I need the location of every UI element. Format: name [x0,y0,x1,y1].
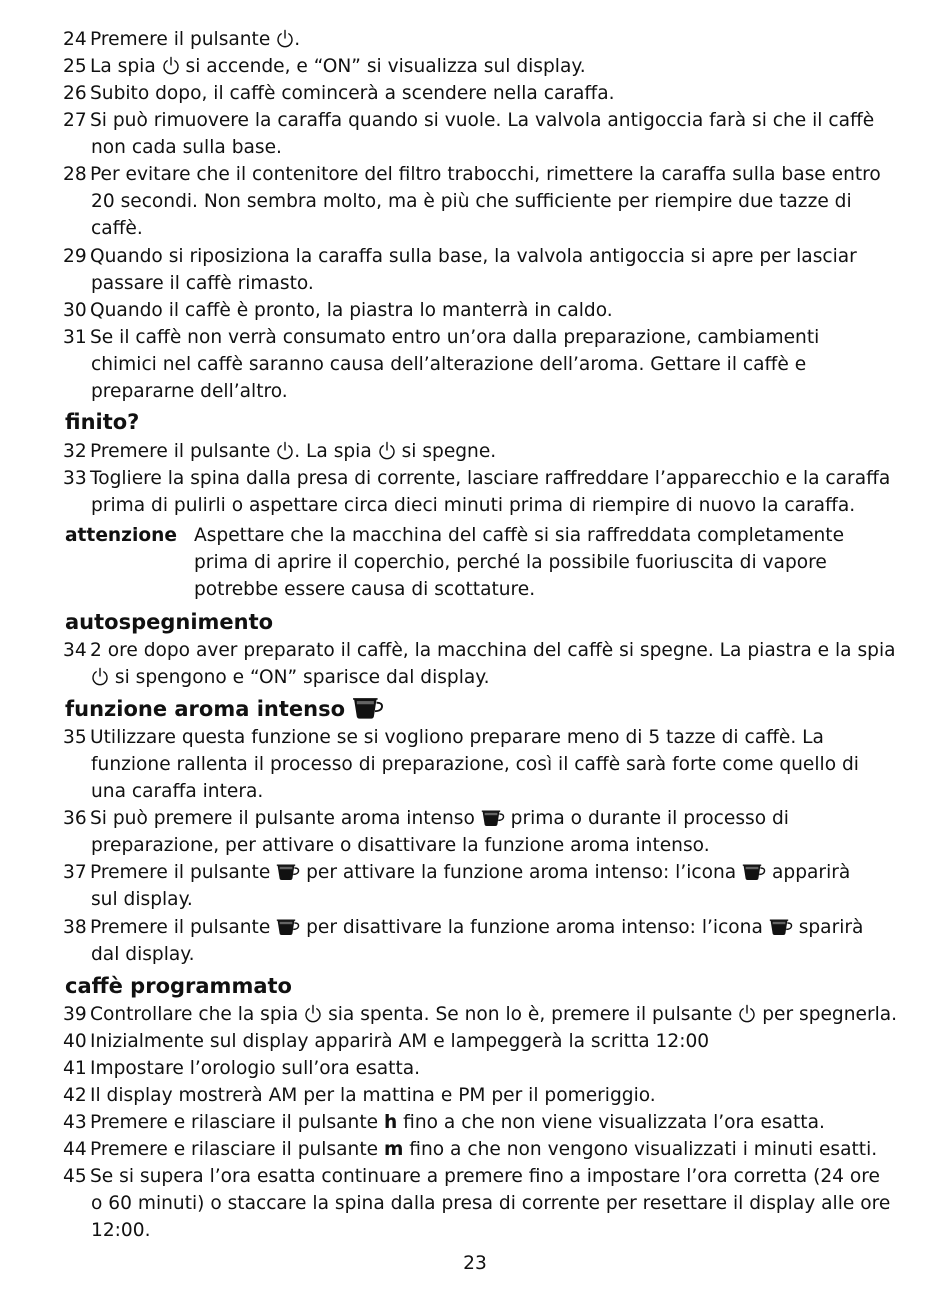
text-run: passare il caffè rimasto. [91,273,314,295]
list-item [63,1055,891,1082]
text-run: Premere il pulsante [90,917,277,938]
item-number: 40 [63,1031,87,1052]
item-line [90,26,891,53]
item-line [90,378,891,405]
text-run: si spengono e “ON” sparisce dal display. [109,667,490,689]
text-run: 12:00. [91,1220,151,1242]
item-line [90,297,891,324]
item-number: 35 [63,727,87,748]
item-number: 28 [63,164,87,185]
warning-note [65,522,891,604]
item-line [90,438,891,465]
item-line [90,243,891,270]
text-run: Premere il pulsante [90,441,277,462]
text-run: si accende, e “ON” si visualizza sul display. [179,56,586,77]
item-line [90,1190,891,1217]
text-run: Subito dopo, il caffè comincerà a scendere nella caraffa. [90,83,615,104]
text-run: prepararne dell’altro. [91,381,288,403]
item-number: 39 [63,1004,87,1025]
text-run: . La spia [294,441,378,462]
item-number: 42 [63,1085,87,1106]
list-item [63,1082,891,1109]
item-line [90,188,891,215]
list-item [63,243,891,297]
list-item [63,1028,891,1055]
item-line [90,107,891,134]
item-line [90,805,891,832]
cup-icon [276,917,300,937]
text-run: La spia [90,56,162,77]
item-number: 38 [63,917,87,938]
text-run: Quando si riposiziona la caraffa sulla base, la valvola antigoccia si apre per lasciar [90,246,857,267]
page-number: 23 [463,1253,487,1274]
warning-label: attenzione [65,525,177,546]
item-line [90,465,891,492]
list-item [63,724,891,806]
warning-line: potrebbe essere causa di scottature. [194,579,536,601]
item-line [90,161,891,188]
text-run: una caraffa intera. [91,781,264,803]
item-line [90,1082,891,1109]
list-item [63,914,891,968]
item-number: 33 [63,468,87,489]
list-item [63,107,891,161]
text-run: prima o durante il processo di [504,808,789,829]
item-line [90,80,891,107]
item-line [90,1001,898,1028]
item-line [90,1217,891,1244]
button-letter: m [383,1139,404,1160]
item-number: 43 [63,1112,87,1133]
power-icon [276,441,294,461]
list-item [63,297,891,324]
button-letter: h [383,1112,398,1133]
list-item [63,53,891,80]
text-run: . [294,29,301,50]
heading-aroma-intenso: funzione aroma intenso [65,695,384,723]
item-number: 44 [63,1139,87,1160]
list-item [63,324,891,406]
text-run: Impostare l’orologio sull’ora esatta. [90,1058,421,1079]
list-item [63,161,891,243]
item-number: 45 [63,1166,87,1187]
list-item [63,438,891,465]
text-run: Premere e rilasciare il pulsante [90,1112,384,1133]
list-item [63,805,891,859]
item-number: 36 [63,808,87,829]
item-line [90,215,891,242]
item-number: 34 [63,640,87,661]
item-line [90,832,891,859]
item-number: 29 [63,246,87,267]
text-run: Se si supera l’ora esatta continuare a premere fino a impostare l’ora corretta (24 ore [90,1166,880,1187]
heading-autospegnimento: autospegnimento [65,610,274,634]
power-icon [162,56,180,76]
warning-line: prima di aprire il coperchio, perché la possibile fuoriuscita di vapore [194,552,827,574]
item-number: 30 [63,300,87,321]
text-run: Si può premere il pulsante aroma intenso [90,808,481,829]
list-item [63,1109,891,1136]
item-line [90,134,891,161]
text-run: preparazione, per attivare o disattivare la funzione aroma intenso. [91,835,710,857]
list-item [63,80,891,107]
item-number: 31 [63,327,87,348]
item-line [90,1109,891,1136]
item-line [90,664,891,691]
text-run: per disattivare la funzione aroma intenso: l’icona [300,917,769,938]
item-line [90,886,891,913]
text-run: Controllare che la spia [90,1004,305,1025]
item-number: 41 [63,1058,87,1079]
text-run: Premere e rilasciare il pulsante [90,1139,384,1160]
text-run: prima di pulirli o aspettare circa dieci minuti prima di riempire di nuovo la caraffa. [91,495,856,517]
heading-finito: finito? [65,410,140,434]
power-icon [304,1004,322,1024]
item-line [90,1163,891,1190]
item-line [90,637,896,664]
text-run: chimici nel caffè saranno causa dell’alterazione dell’aroma. Gettare il caffè e [91,354,807,376]
text-run: caffè. [91,218,143,240]
text-run: Togliere la spina dalla presa di corrente, lasciare raffreddare l’apparecchio e la caraffa [90,468,891,489]
list-item [63,26,891,53]
power-icon [738,1004,756,1024]
text-run: non cada sulla base. [91,137,282,159]
text-run: Utilizzare questa funzione se si vogliono preparare meno di 5 tazze di caffè. La [90,727,824,748]
item-line [90,492,891,519]
text-run: apparirà [766,862,851,883]
text-run: funzione rallenta il processo di preparazione, così il caffè sarà forte come quello di [91,754,859,776]
item-line [90,270,891,297]
text-run: fino a che non vengono visualizzati i minuti esatti. [403,1139,878,1160]
item-number: 24 [63,29,87,50]
item-line [90,1055,891,1082]
text-run: 20 secondi. Non sembra molto, ma è più che sufficiente per riempire due tazze di [91,191,852,213]
text-run: per attivare la funzione aroma intenso: l’icona [300,862,743,883]
text-run: Premere il pulsante [90,29,277,50]
text-run: sul display. [91,889,193,911]
text-run: dal display. [91,944,195,966]
warning-line: Aspettare che la macchina del caffè si sia raffreddata completamente [194,525,845,546]
heading-caffe-programmato: caffè programmato [65,974,292,998]
cup-icon [769,917,793,937]
text-run: Per evitare che il contenitore del filtro trabocchi, rimettere la caraffa sulla base entro [90,164,881,185]
text-run: Premere il pulsante [90,862,277,883]
cup-icon [276,862,300,882]
text-run: per spegnerla. [756,1004,898,1025]
text-run: Se il caffè non verrà consumato entro un’ora dalla preparazione, cambiamenti [90,327,820,348]
cup-icon [352,695,384,721]
text-run: Si può rimuovere la caraffa quando si vuole. La valvola antigoccia farà si che il caffè [90,110,875,131]
item-line [90,751,891,778]
text-run: Il display mostrerà AM per la mattina e PM per il pomeriggio. [90,1085,656,1106]
item-line [90,351,891,378]
item-number: 32 [63,441,87,462]
text-run: 2 ore dopo aver preparato il caffè, la macchina del caffè si spegne. La piastra e la spia [90,640,896,661]
item-line [90,941,891,968]
text-run: Inizialmente sul display apparirà AM e lampeggerà la scritta 12:00 [90,1031,710,1052]
text-run: o 60 minuti) o staccare la spina dalla presa di corrente per resettare il display alle ore [91,1193,891,1215]
item-number: 26 [63,83,87,104]
text-run: si spegne. [395,441,497,462]
list-item [63,637,896,691]
item-line [90,778,891,805]
text-run: sparirà [792,917,864,938]
text-run: Quando il caffè è pronto, la piastra lo manterrà in caldo. [90,300,613,321]
list-item [63,859,891,913]
list-item [63,1001,898,1028]
item-line [90,914,891,941]
item-number: 37 [63,862,87,883]
power-icon [91,667,109,687]
item-number: 25 [63,56,87,77]
list-item [63,1136,891,1163]
power-icon [276,29,294,49]
item-line [90,324,891,351]
cup-icon [481,808,505,828]
list-item [63,1163,891,1245]
item-number: 27 [63,110,87,131]
item-line [90,53,891,80]
cup-icon [742,862,766,882]
item-line [90,724,891,751]
text-run: fino a che non viene visualizzata l’ora esatta. [397,1112,825,1133]
item-line [90,1136,891,1163]
item-line [90,1028,891,1055]
power-icon [378,441,396,461]
list-item [63,465,891,519]
item-line [90,859,891,886]
text-run: sia spenta. Se non lo è, premere il pulsante [322,1004,739,1025]
